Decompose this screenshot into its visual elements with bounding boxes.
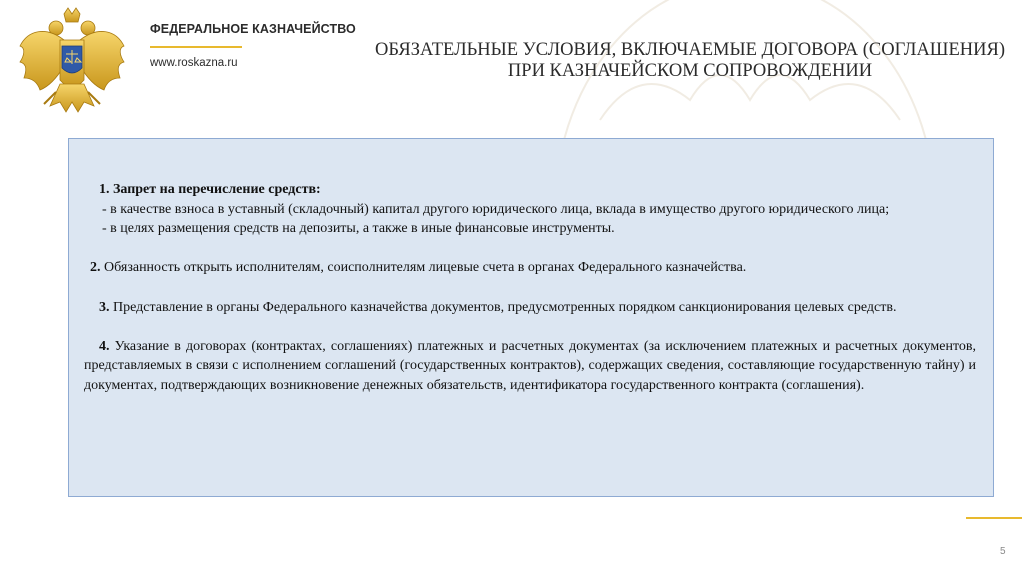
- page-number: 5: [1000, 546, 1006, 557]
- item-2: 2. Обязанность открыть исполнителям, соисполнителям лицевые счета в органах Федерального казначейства.: [90, 260, 747, 276]
- item-3: 3. Представление в органы Федерального казначейства документов, предусмотренных порядком санкционирования целевых средств.: [99, 299, 897, 315]
- slide-title: ОБЯЗАТЕЛЬНЫЕ УСЛОВИЯ, ВКЛЮЧАЕМЫЕ ДОГОВОРА (СОГЛАШЕНИЯ) ПРИ КАЗНАЧЕЙСКОМ СОПРОВОЖДЕНИИ: [375, 40, 1005, 81]
- item-1-heading: 1. Запрет на перечисление средств:: [99, 182, 321, 197]
- conditions-box: [68, 138, 994, 497]
- footer-accent-rule: [966, 517, 1022, 519]
- item-1-line-2: - в целях размещения средств на депозиты, а также в иные финансовые инструменты.: [102, 221, 615, 237]
- org-website: www.roskazna.ru: [150, 57, 238, 69]
- org-divider: [150, 46, 242, 48]
- item-4: 4. Указание в договорах (контрактах, соглашениях) платежных и расчетных документах (за исключением платежных и расчетных документов, представляемых в связи с исполнением соглашений (государственных контрактов), содержащих сведения, составляющие государственную тайну) и документах, подтверждающих возникновение денежных обязательств, идентификатора государственного контракта (соглашения).: [84, 338, 977, 393]
- double-headed-eagle-emblem-icon: [16, 6, 128, 128]
- item-1-line-1: - в качестве взноса в уставный (складочный) капитал другого юридического лица, вклада в имущество другого юридического лица;: [102, 201, 890, 217]
- org-name: ФЕДЕРАЛЬНОЕ КАЗНАЧЕЙСТВО: [150, 22, 356, 36]
